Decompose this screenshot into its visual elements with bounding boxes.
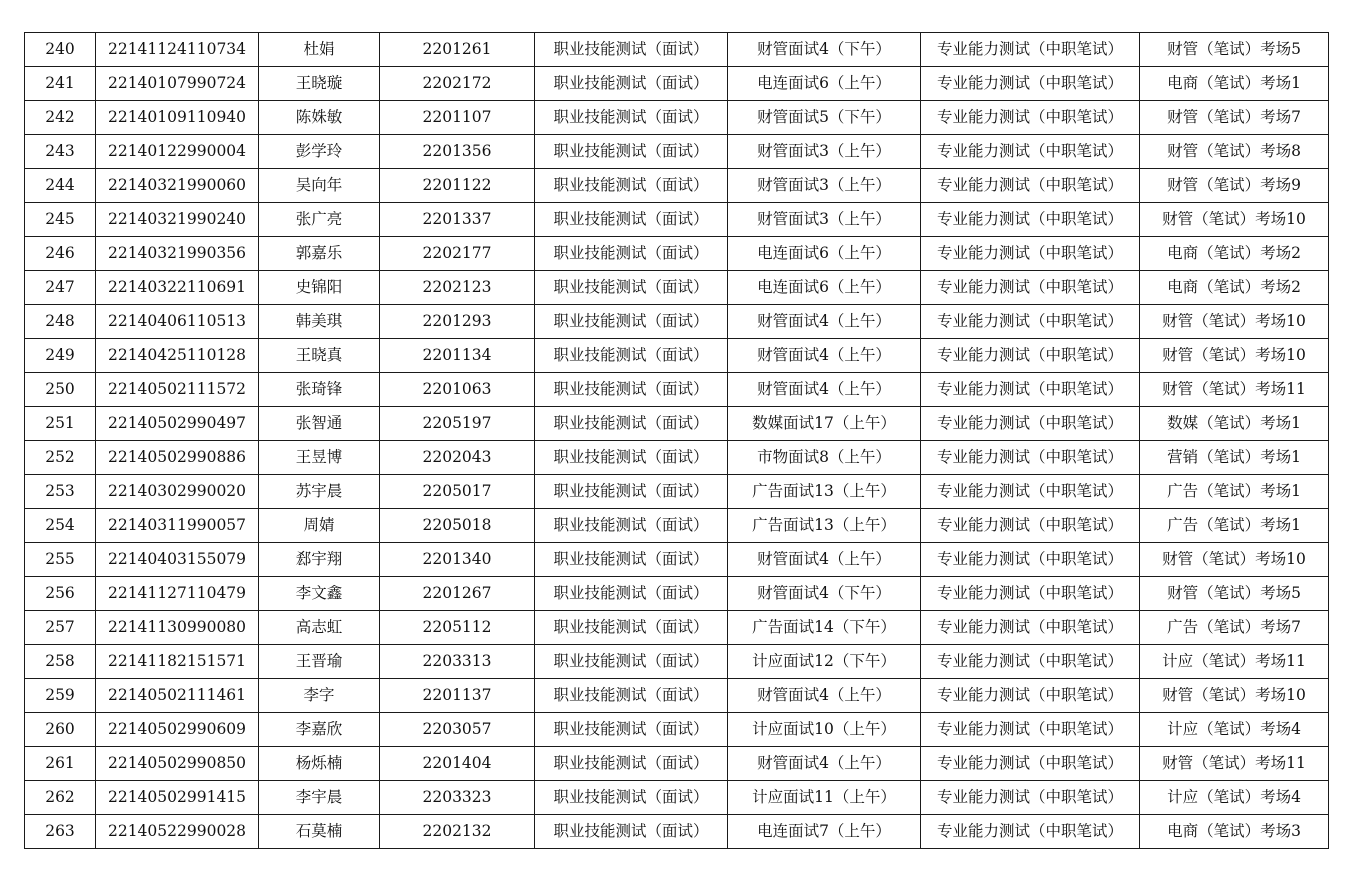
table-row [25,101,1329,135]
interview-room-cell: 数媒面试17（上午） [728,407,921,441]
interview-room-cell: 广告面试14（下午） [728,611,921,645]
candidate-name-cell: 张琦锋 [259,373,380,407]
interview-test-type-cell: 职业技能测试（面试） [535,747,728,781]
candidate-id-cell: 22140502990497 [96,407,259,441]
written-test-type-cell: 专业能力测试（中职笔试） [921,441,1140,475]
candidate-id-cell: 22141124110734 [96,33,259,67]
interview-room-cell: 电连面试7（上午） [728,815,921,849]
written-exam-room-cell: 财管（笔试）考场10 [1140,339,1329,373]
interview-test-type-cell: 职业技能测试（面试） [535,645,728,679]
candidate-name-cell: 王晓真 [259,339,380,373]
interview-room-cell: 广告面试13（上午） [728,475,921,509]
interview-test-type-cell: 职业技能测试（面试） [535,441,728,475]
row-number-cell: 251 [25,407,96,441]
table-row [25,407,1329,441]
row-number-cell: 254 [25,509,96,543]
interview-room-cell: 市物面试8（上午） [728,441,921,475]
row-number-cell: 260 [25,713,96,747]
interview-room-cell: 财管面试4（下午） [728,33,921,67]
interview-room-cell: 财管面试4（上午） [728,373,921,407]
candidate-name-cell: 王昱博 [259,441,380,475]
applicant-code-cell: 2201137 [380,679,535,713]
applicant-code-cell: 2203057 [380,713,535,747]
candidate-id-cell: 22140321990060 [96,169,259,203]
applicant-code-cell: 2202123 [380,271,535,305]
interview-room-cell: 电连面试6（上午） [728,237,921,271]
interview-test-type-cell: 职业技能测试（面试） [535,339,728,373]
candidate-id-cell: 22140109110940 [96,101,259,135]
written-test-type-cell: 专业能力测试（中职笔试） [921,101,1140,135]
applicant-code-cell: 2205018 [380,509,535,543]
candidate-name-cell: 李文鑫 [259,577,380,611]
table-row [25,203,1329,237]
interview-test-type-cell: 职业技能测试（面试） [535,577,728,611]
row-number-cell: 263 [25,815,96,849]
written-test-type-cell: 专业能力测试（中职笔试） [921,713,1140,747]
table-row [25,747,1329,781]
applicant-code-cell: 2201122 [380,169,535,203]
interview-room-cell: 财管面试4（上午） [728,339,921,373]
written-test-type-cell: 专业能力测试（中职笔试） [921,815,1140,849]
interview-room-cell: 计应面试12（下午） [728,645,921,679]
written-exam-room-cell: 财管（笔试）考场10 [1140,543,1329,577]
interview-room-cell: 财管面试5（下午） [728,101,921,135]
written-exam-room-cell: 广告（笔试）考场7 [1140,611,1329,645]
candidate-id-cell: 22140107990724 [96,67,259,101]
applicant-code-cell: 2202043 [380,441,535,475]
written-test-type-cell: 专业能力测试（中职笔试） [921,577,1140,611]
written-test-type-cell: 专业能力测试（中职笔试） [921,271,1140,305]
written-test-type-cell: 专业能力测试（中职笔试） [921,203,1140,237]
applicant-code-cell: 2201340 [380,543,535,577]
interview-room-cell: 计应面试11（上午） [728,781,921,815]
written-exam-room-cell: 电商（笔试）考场2 [1140,271,1329,305]
interview-test-type-cell: 职业技能测试（面试） [535,611,728,645]
row-number-cell: 240 [25,33,96,67]
written-test-type-cell: 专业能力测试（中职笔试） [921,611,1140,645]
candidate-id-cell: 22140502990886 [96,441,259,475]
written-exam-room-cell: 财管（笔试）考场10 [1140,679,1329,713]
written-exam-room-cell: 财管（笔试）考场10 [1140,203,1329,237]
candidate-id-cell: 22140522990028 [96,815,259,849]
candidate-name-cell: 张广亮 [259,203,380,237]
interview-test-type-cell: 职业技能测试（面试） [535,67,728,101]
interview-room-cell: 财管面试4（上午） [728,679,921,713]
written-exam-room-cell: 财管（笔试）考场9 [1140,169,1329,203]
candidate-name-cell: 李嘉欣 [259,713,380,747]
written-exam-room-cell: 计应（笔试）考场4 [1140,781,1329,815]
written-test-type-cell: 专业能力测试（中职笔试） [921,237,1140,271]
candidate-id-cell: 22140122990004 [96,135,259,169]
candidate-name-cell: 周婧 [259,509,380,543]
applicant-code-cell: 2201107 [380,101,535,135]
written-exam-room-cell: 财管（笔试）考场5 [1140,33,1329,67]
interview-test-type-cell: 职业技能测试（面试） [535,781,728,815]
table-row [25,815,1329,849]
table-row [25,339,1329,373]
interview-room-cell: 财管面试4（下午） [728,577,921,611]
row-number-cell: 247 [25,271,96,305]
interview-test-type-cell: 职业技能测试（面试） [535,407,728,441]
candidate-id-cell: 22140406110513 [96,305,259,339]
applicant-code-cell: 2205197 [380,407,535,441]
candidate-id-cell: 22140302990020 [96,475,259,509]
interview-test-type-cell: 职业技能测试（面试） [535,543,728,577]
applicant-code-cell: 2201337 [380,203,535,237]
candidate-name-cell: 李宇晨 [259,781,380,815]
candidate-name-cell: 王晋瑜 [259,645,380,679]
candidate-id-cell: 22140425110128 [96,339,259,373]
row-number-cell: 243 [25,135,96,169]
candidate-name-cell: 史锦阳 [259,271,380,305]
table-row [25,645,1329,679]
applicant-code-cell: 2203313 [380,645,535,679]
row-number-cell: 258 [25,645,96,679]
row-number-cell: 261 [25,747,96,781]
written-test-type-cell: 专业能力测试（中职笔试） [921,305,1140,339]
table-row [25,237,1329,271]
interview-test-type-cell: 职业技能测试（面试） [535,373,728,407]
table-row [25,543,1329,577]
row-number-cell: 257 [25,611,96,645]
applicant-code-cell: 2205112 [380,611,535,645]
written-test-type-cell: 专业能力测试（中职笔试） [921,679,1140,713]
candidate-id-cell: 22140403155079 [96,543,259,577]
interview-room-cell: 电连面试6（上午） [728,67,921,101]
candidate-name-cell: 彭学玲 [259,135,380,169]
table-row [25,781,1329,815]
applicant-code-cell: 2201134 [380,339,535,373]
interview-room-cell: 计应面试10（上午） [728,713,921,747]
written-exam-room-cell: 营销（笔试）考场1 [1140,441,1329,475]
applicant-code-cell: 2205017 [380,475,535,509]
table-row [25,509,1329,543]
applicant-code-cell: 2201261 [380,33,535,67]
candidate-name-cell: 杜娟 [259,33,380,67]
candidate-name-cell: 苏宇晨 [259,475,380,509]
applicant-code-cell: 2201404 [380,747,535,781]
written-test-type-cell: 专业能力测试（中职笔试） [921,645,1140,679]
table-row [25,577,1329,611]
interview-room-cell: 财管面试3（上午） [728,135,921,169]
candidate-name-cell: 陈姝敏 [259,101,380,135]
written-exam-room-cell: 电商（笔试）考场2 [1140,237,1329,271]
table-row [25,305,1329,339]
written-exam-room-cell: 财管（笔试）考场11 [1140,747,1329,781]
row-number-cell: 241 [25,67,96,101]
row-number-cell: 249 [25,339,96,373]
written-test-type-cell: 专业能力测试（中职笔试） [921,135,1140,169]
table-body [25,33,1329,849]
candidate-id-cell: 22140502111572 [96,373,259,407]
candidate-name-cell: 李字 [259,679,380,713]
row-number-cell: 255 [25,543,96,577]
candidate-name-cell: 郭嘉乐 [259,237,380,271]
row-number-cell: 259 [25,679,96,713]
written-test-type-cell: 专业能力测试（中职笔试） [921,169,1140,203]
table-row [25,679,1329,713]
candidate-name-cell: 韩美琪 [259,305,380,339]
row-number-cell: 246 [25,237,96,271]
interview-test-type-cell: 职业技能测试（面试） [535,475,728,509]
candidate-name-cell: 王晓璇 [259,67,380,101]
interview-room-cell: 广告面试13（上午） [728,509,921,543]
interview-room-cell: 电连面试6（上午） [728,271,921,305]
row-number-cell: 242 [25,101,96,135]
applicant-code-cell: 2201293 [380,305,535,339]
table-row [25,33,1329,67]
exam-schedule-table [24,32,1329,849]
written-test-type-cell: 专业能力测试（中职笔试） [921,509,1140,543]
row-number-cell: 245 [25,203,96,237]
row-number-cell: 252 [25,441,96,475]
interview-test-type-cell: 职业技能测试（面试） [535,237,728,271]
interview-test-type-cell: 职业技能测试（面试） [535,713,728,747]
interview-room-cell: 财管面试3（上午） [728,169,921,203]
interview-test-type-cell: 职业技能测试（面试） [535,135,728,169]
written-test-type-cell: 专业能力测试（中职笔试） [921,747,1140,781]
interview-test-type-cell: 职业技能测试（面试） [535,271,728,305]
candidate-id-cell: 22140502990609 [96,713,259,747]
interview-test-type-cell: 职业技能测试（面试） [535,101,728,135]
written-test-type-cell: 专业能力测试（中职笔试） [921,781,1140,815]
row-number-cell: 256 [25,577,96,611]
interview-test-type-cell: 职业技能测试（面试） [535,33,728,67]
row-number-cell: 262 [25,781,96,815]
applicant-code-cell: 2201063 [380,373,535,407]
written-exam-room-cell: 财管（笔试）考场7 [1140,101,1329,135]
interview-room-cell: 财管面试3（上午） [728,203,921,237]
candidate-id-cell: 22140321990240 [96,203,259,237]
candidate-name-cell: 杨烁楠 [259,747,380,781]
candidate-id-cell: 22140321990356 [96,237,259,271]
interview-test-type-cell: 职业技能测试（面试） [535,305,728,339]
table-row [25,67,1329,101]
written-exam-room-cell: 广告（笔试）考场1 [1140,509,1329,543]
interview-test-type-cell: 职业技能测试（面试） [535,679,728,713]
written-exam-room-cell: 财管（笔试）考场10 [1140,305,1329,339]
row-number-cell: 253 [25,475,96,509]
applicant-code-cell: 2202132 [380,815,535,849]
candidate-id-cell: 22141127110479 [96,577,259,611]
candidate-id-cell: 22140322110691 [96,271,259,305]
table-row [25,169,1329,203]
written-exam-room-cell: 电商（笔试）考场3 [1140,815,1329,849]
written-exam-room-cell: 计应（笔试）考场11 [1140,645,1329,679]
table-row [25,135,1329,169]
candidate-name-cell: 郄宇翔 [259,543,380,577]
interview-room-cell: 财管面试4（上午） [728,543,921,577]
written-test-type-cell: 专业能力测试（中职笔试） [921,67,1140,101]
applicant-code-cell: 2202177 [380,237,535,271]
written-exam-room-cell: 数媒（笔试）考场1 [1140,407,1329,441]
row-number-cell: 250 [25,373,96,407]
interview-room-cell: 财管面试4（上午） [728,747,921,781]
row-number-cell: 248 [25,305,96,339]
written-test-type-cell: 专业能力测试（中职笔试） [921,543,1140,577]
candidate-id-cell: 22140311990057 [96,509,259,543]
table-row [25,441,1329,475]
table-row [25,271,1329,305]
table-row [25,713,1329,747]
written-exam-room-cell: 财管（笔试）考场8 [1140,135,1329,169]
written-exam-room-cell: 计应（笔试）考场4 [1140,713,1329,747]
table-row [25,373,1329,407]
candidate-id-cell: 22140502991415 [96,781,259,815]
candidate-name-cell: 高志虹 [259,611,380,645]
written-exam-room-cell: 财管（笔试）考场11 [1140,373,1329,407]
written-exam-room-cell: 广告（笔试）考场1 [1140,475,1329,509]
table-row [25,475,1329,509]
written-test-type-cell: 专业能力测试（中职笔试） [921,407,1140,441]
applicant-code-cell: 2202172 [380,67,535,101]
interview-test-type-cell: 职业技能测试（面试） [535,815,728,849]
written-test-type-cell: 专业能力测试（中职笔试） [921,339,1140,373]
written-test-type-cell: 专业能力测试（中职笔试） [921,33,1140,67]
candidate-name-cell: 张智通 [259,407,380,441]
candidate-id-cell: 22141182151571 [96,645,259,679]
candidate-id-cell: 22140502111461 [96,679,259,713]
interview-test-type-cell: 职业技能测试（面试） [535,169,728,203]
candidate-name-cell: 吴向年 [259,169,380,203]
candidate-name-cell: 石莫楠 [259,815,380,849]
interview-room-cell: 财管面试4（上午） [728,305,921,339]
written-exam-room-cell: 电商（笔试）考场1 [1140,67,1329,101]
candidate-id-cell: 22141130990080 [96,611,259,645]
applicant-code-cell: 2203323 [380,781,535,815]
candidate-id-cell: 22140502990850 [96,747,259,781]
interview-test-type-cell: 职业技能测试（面试） [535,203,728,237]
written-test-type-cell: 专业能力测试（中职笔试） [921,475,1140,509]
table-row [25,611,1329,645]
written-test-type-cell: 专业能力测试（中职笔试） [921,373,1140,407]
applicant-code-cell: 2201267 [380,577,535,611]
interview-test-type-cell: 职业技能测试（面试） [535,509,728,543]
applicant-code-cell: 2201356 [380,135,535,169]
row-number-cell: 244 [25,169,96,203]
written-exam-room-cell: 财管（笔试）考场5 [1140,577,1329,611]
